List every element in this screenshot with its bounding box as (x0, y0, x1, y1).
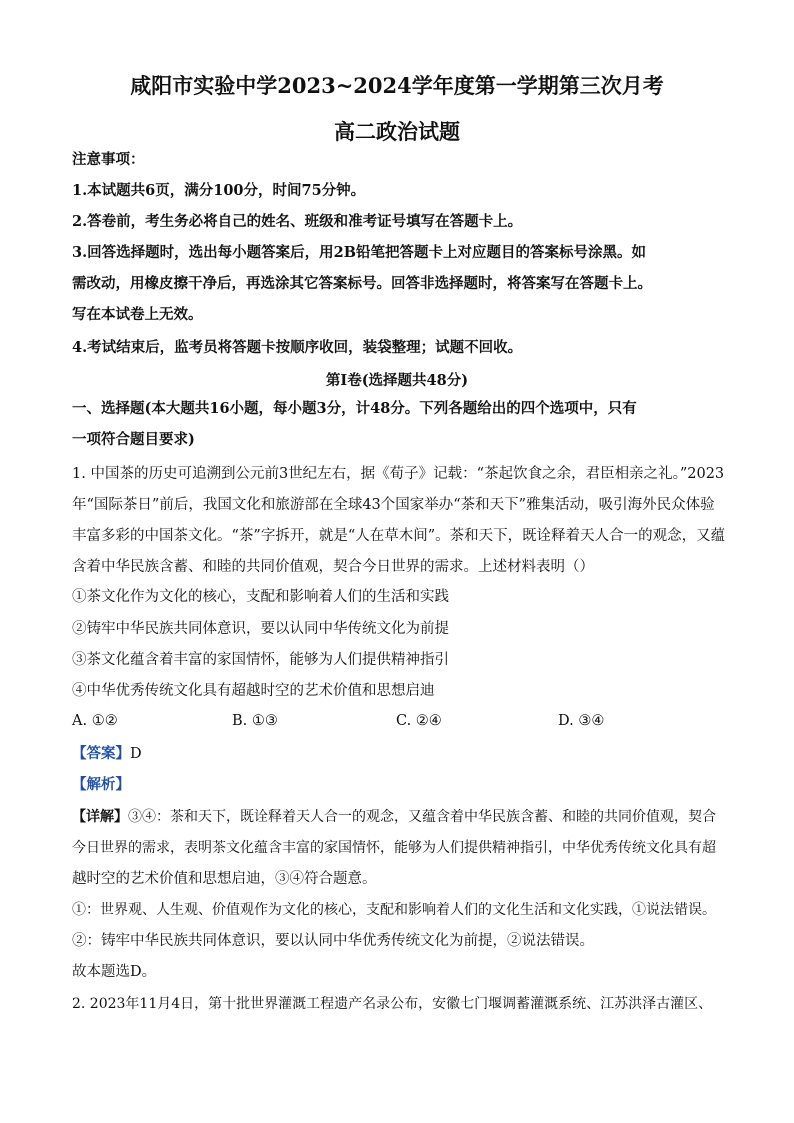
statement: ②铸牢中华民族共同体意识，要以认同中华传统文化为前提 (72, 621, 449, 637)
question-stem: 丰富多彩的中国茶文化。“茶”字拆开，就是“人在草木间”。茶和天下，既诠释着天人合一的观念，又蕴 (72, 528, 726, 544)
statement: ④中华优秀传统文化具有超越时空的艺术价值和思想启迪 (72, 683, 435, 699)
note-item: 3.回答选择题时，选出每小题答案后，用2B铅笔把答题卡上对应题目的答案标号涂黑。如 (72, 244, 646, 261)
exam-title: 咸阳市实验中学2023~2024学年度第一学期第三次月考 (130, 73, 664, 98)
detail-line (72, 807, 716, 827)
answer-value: D (130, 746, 142, 762)
exam-subtitle: 高二政治试题 (334, 119, 460, 144)
detail-text: 越时空的艺术价值和思想启迪，③④符合题意。 (72, 871, 377, 887)
section-heading: 一项符合题目要求) (72, 431, 195, 448)
analysis-label: 【解析】 (72, 776, 130, 793)
question-stem: 含着中华民族含蓄、和睦的共同价值观，契合今日世界的需求。上述材料表明（） (72, 559, 594, 575)
note-item: 4.考试结束后，监考员将答题卡按顺序收回，装袋整理；试题不回收。 (72, 339, 523, 356)
note-item: 需改动，用橡皮擦干净后，再选涂其它答案标号。回答非选择题时，将答案写在答题卡上。 (72, 275, 652, 292)
detail-label: 【详解】 (72, 809, 128, 825)
question-stem: 年“国际茶日”前后，我国文化和旅游部在全球43个国家举办“茶和天下”雅集活动，吸引海外民众体验 (72, 497, 715, 513)
explanation: ②：铸牢中华民族共同体意识，要以认同中华优秀传统文化为前提，②说法错误。 (72, 933, 594, 949)
option-a: A. ①② (72, 713, 118, 729)
statement: ③茶文化蕴含着丰富的家国情怀，能够为人们提供精神指引 (72, 652, 449, 668)
detail-text: ③④：茶和天下，既诠释着天人合一的观念，又蕴含着中华民族含蓄、和睦的共同价值观，契合 (128, 809, 716, 825)
option-d: D. ③④ (558, 713, 605, 729)
detail-text: 今日世界的需求，表明茶文化蕴含丰富的家国情怀，能够为人们提供精神指引，中华优秀传统文化具有超 (72, 840, 716, 856)
explanation: ①：世界观、人生观、价值观作为文化的核心，支配和影响着人们的文化生活和文化实践，①说法错误。 (72, 902, 716, 918)
statement: ①茶文化作为文化的核心，支配和影响着人们的生活和实践 (72, 589, 449, 605)
option-b: B. ①③ (232, 713, 278, 729)
note-item: 1.本试题共6页，满分100分，时间75分钟。 (72, 182, 366, 199)
notes-heading: 注意事项： (72, 151, 145, 168)
question-2-stem: 2. 2023年11月4日，第十批世界灌溉工程遗产名录公布，安徽七门堰调蓄灌溉系统、江苏洪泽古灌区、 (72, 996, 713, 1012)
conclusion: 故本题选D。 (72, 964, 157, 980)
answer-line (72, 744, 142, 764)
note-item: 写在本试卷上无效。 (72, 306, 203, 323)
section-heading: 一、选择题(本大题共16小题，每小题3分，计48分。下列各题给出的四个选项中，只有 (72, 400, 637, 417)
analysis-line (72, 775, 130, 795)
note-item: 2.答卷前，考生务必将自己的姓名、班级和准考证号填写在答题卡上。 (72, 213, 523, 230)
volume-title: 第Ⅰ卷(选择题共48分) (325, 372, 469, 389)
question-stem: 1. 中国茶的历史可追溯到公元前3世纪左右，据《荀子》记载：“茶起饮食之余，君臣相亲之礼。”2023 (72, 466, 725, 482)
option-c: C. ②④ (396, 713, 442, 729)
answer-label: 【答案】 (72, 745, 130, 762)
